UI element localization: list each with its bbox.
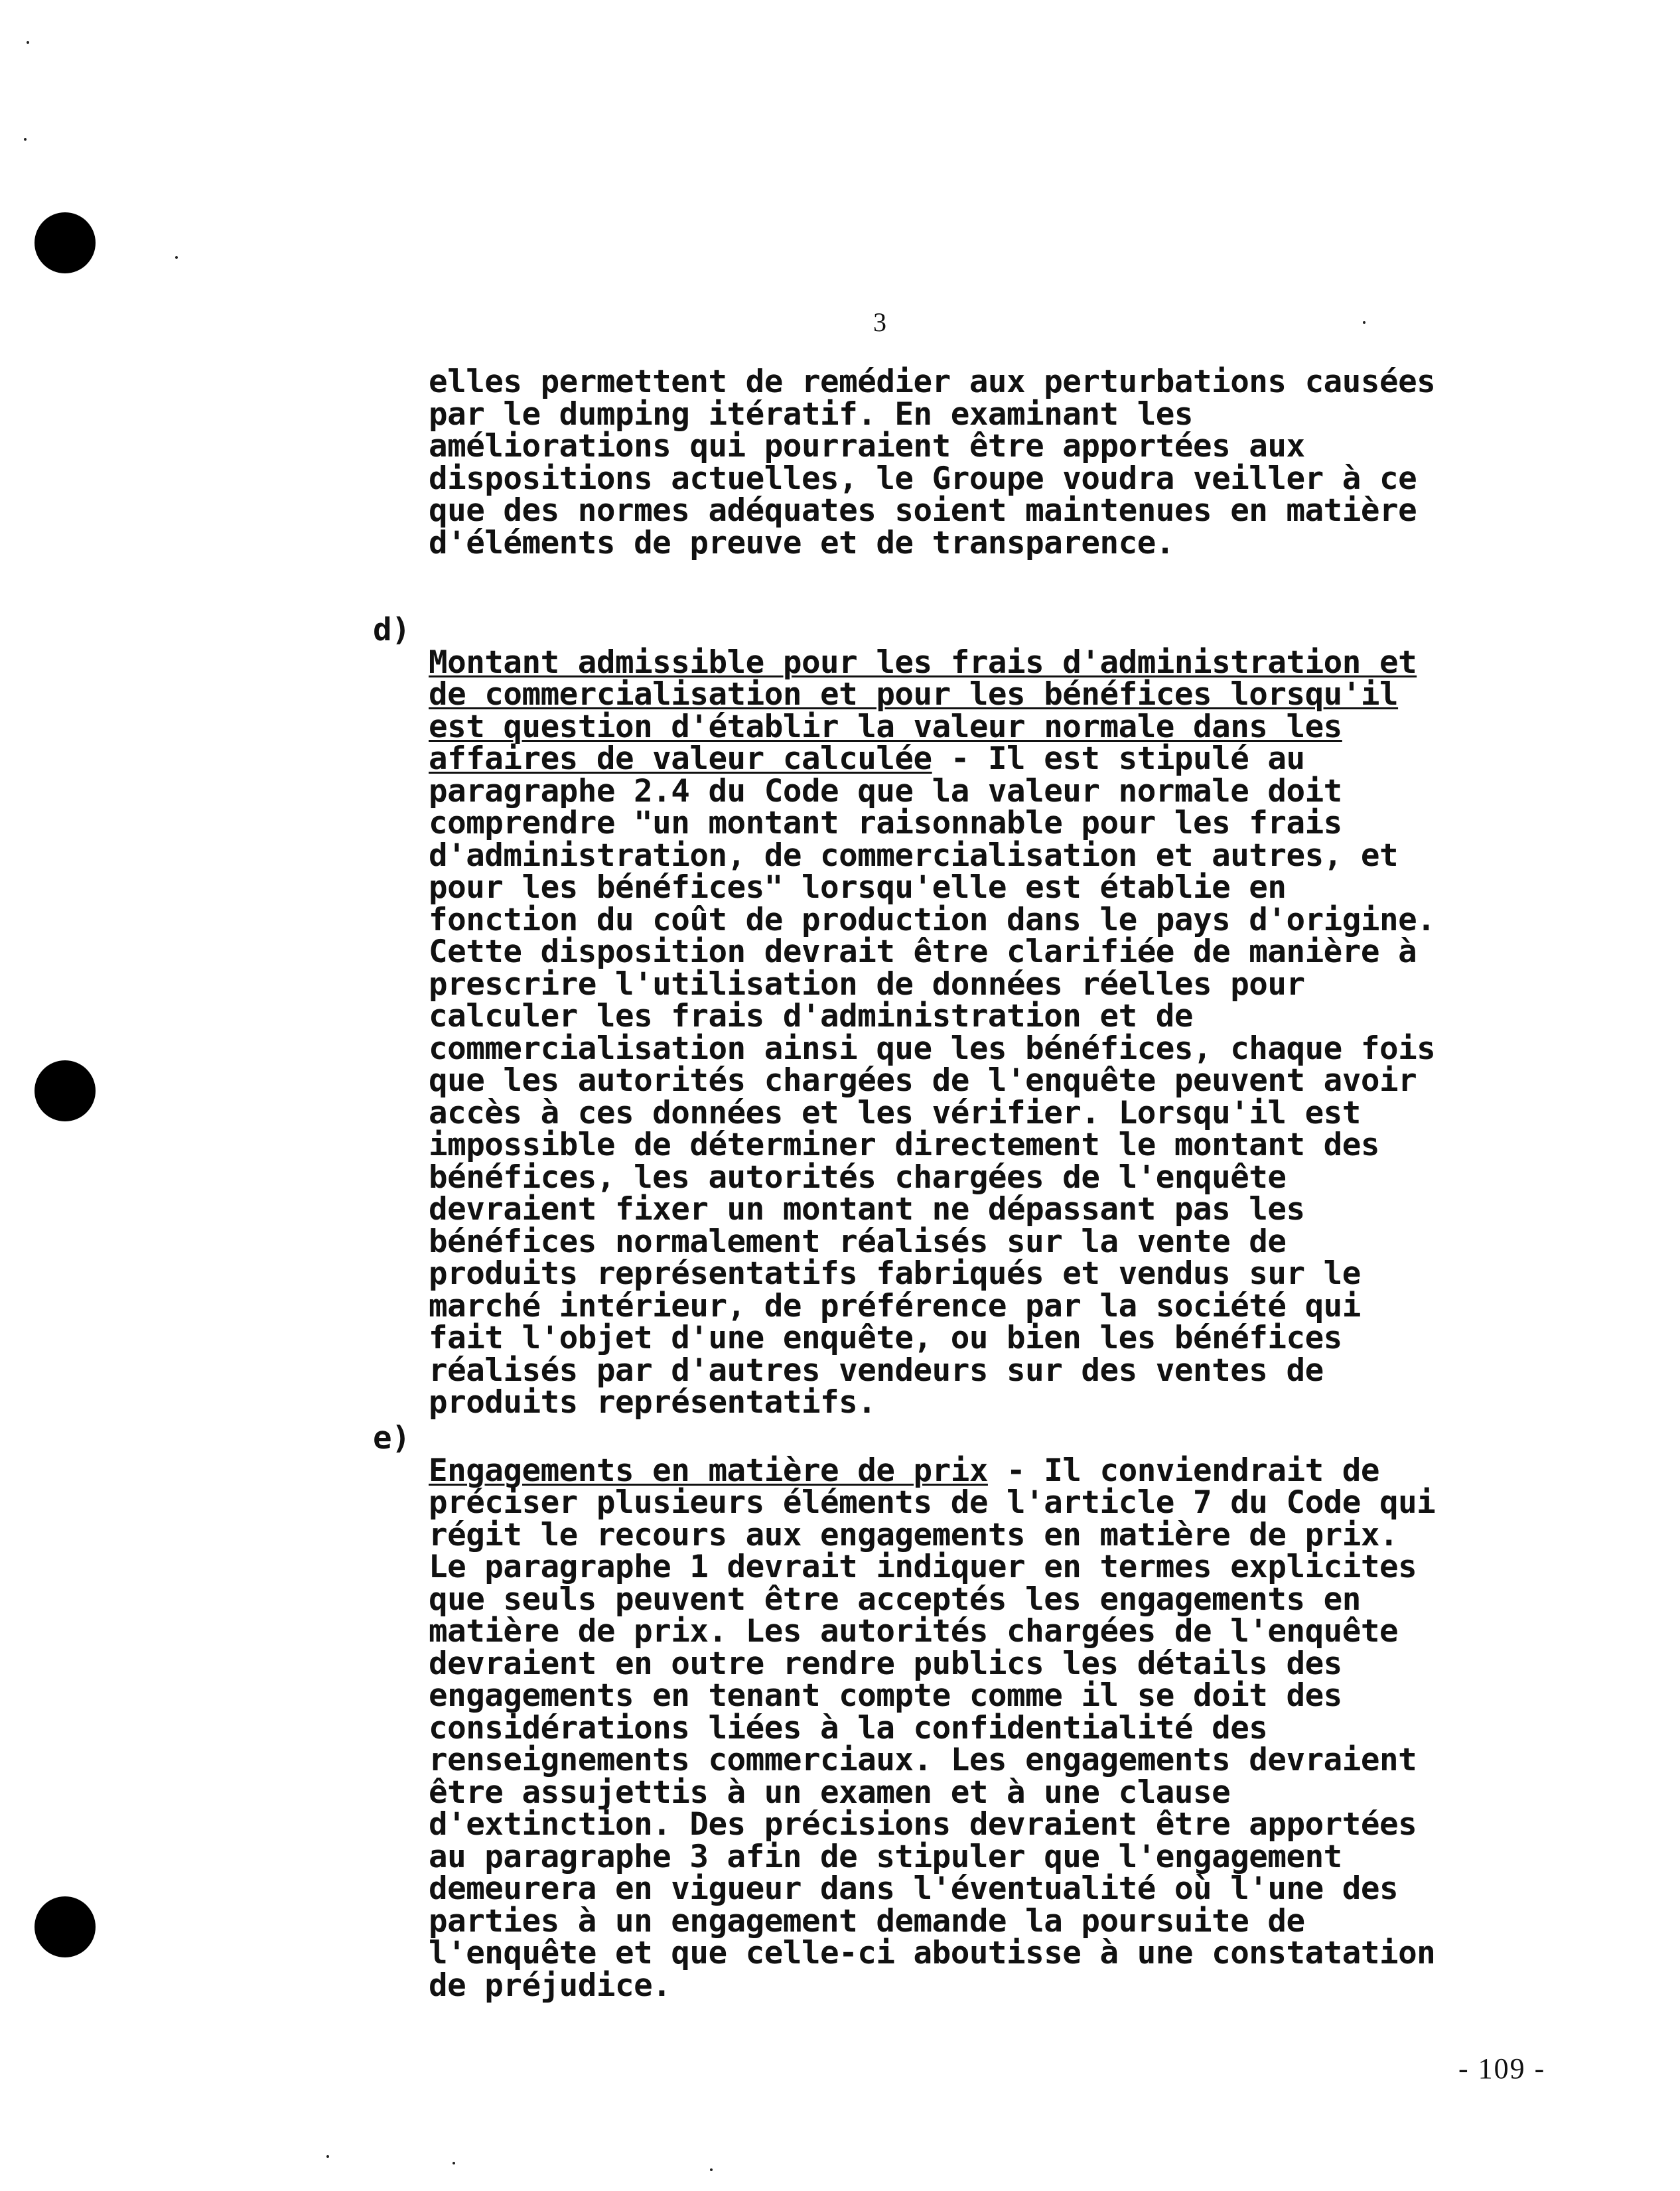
item-body: Il conviendrait de préciser plusieurs éléments de l'article 7 du Code qui régit le recours aux engagements en matière de prix. Le paragraphe 1 devrait indiquer en termes explicites que seuls peuvent être acceptés les engagements en matière de prix. Les autorités chargées de l'enquête devraient en outre rendre publics les détails des engagements en tenant compte comme il se doit des considérations liées à la confidentialité des renseignements commerciaux. Les engagements devraient être assujettis à un examen et à une clause d'extinction. Des précisions devraient être apportées au paragraphe 3 afin de stipuler que l'engagement demeurera en vigueur dans l'éventualité où l'une des parties à un engagement demande la poursuite de l'enquête et que celle-ci aboutisse à une constatation de préjudice. [429, 1452, 1436, 2004]
item-heading: Montant admissible pour les frais d'administration et de commercialisation et pour les bénéfices lorsqu'il est question d'établir la valeur normale dans les affaires de valeur calculée [429, 644, 1417, 777]
punch-hole-bottom [35, 1896, 96, 1957]
scan-speck [326, 2155, 329, 2158]
list-marker: d) [373, 612, 411, 648]
scan-speck [27, 41, 29, 44]
scan-speck [24, 138, 27, 141]
scan-speck [710, 2168, 713, 2171]
item-heading: Engagements en matière de prix [429, 1452, 988, 1489]
list-item-d [373, 612, 1464, 1421]
scan-speck [1363, 321, 1365, 324]
item-body: Il est stipulé au paragraphe 2.4 du Code que la valeur normale doit comprendre "un montant raisonnable pour les frais d'administration, de commercialisation et autres, et pour les bénéfices" lorsqu'elle est établie en fonction du coût de production dans le pays d'origine. Cette disposition devrait être clarifiée de manière à prescrire l'utilisation de données réelles pour calculer les frais d'administration et de commercialisation ainsi que les bénéfices, chaque fois que les autorités chargées de l'enquête peuvent avoir accès à ces données et les vérifier. Lorsqu'il est impossible de déterminer directement le montant des bénéfices, les autorités chargées de l'enquête devraient fixer un montant ne dépassant pas les bénéfices normalement réalisés sur la vente de produits représentatifs fabriqués et vendus sur le marché intérieur, de préférence par la société qui fait l'objet d'une enquête, ou bien les bénéfices réalisés par d'autres vendeurs sur des ventes de produits représentatifs. [429, 741, 1436, 1421]
footer-page-number: - 109 - [1458, 2052, 1546, 2085]
item-separator: - [932, 741, 988, 777]
scan-speck [175, 256, 178, 259]
intro-paragraph: elles permettent de remédier aux perturbations causées par le dumping itératif. En examinant les améliorations qui pourraient être apportées aux dispositions actuelles, le Groupe voudra veiller à ce que des normes adéquates soient maintenues en matière d'éléments de preuve et de transparence. [429, 364, 1436, 561]
punch-hole-top [35, 212, 96, 273]
item-separator: - [987, 1452, 1044, 1489]
scan-speck [453, 2162, 455, 2164]
list-marker: e) [373, 1420, 411, 1456]
punch-hole-middle [35, 1060, 96, 1121]
page-number: 3 [873, 307, 886, 337]
list-item-e [373, 1420, 1464, 2004]
